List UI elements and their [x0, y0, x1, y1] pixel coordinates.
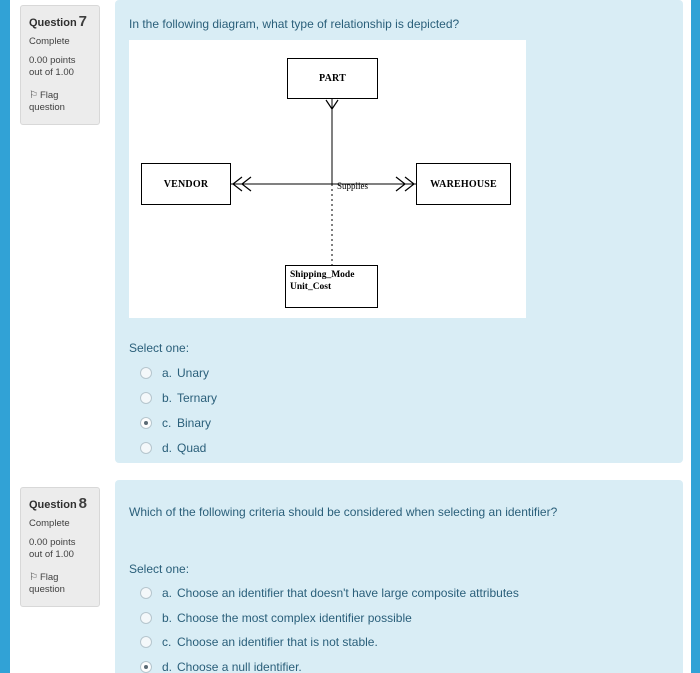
option-d[interactable] [129, 655, 667, 673]
flag-label: Flag question [29, 571, 65, 596]
question-7-prompt: In the following diagram, what type of relationship is depicted? [129, 17, 460, 31]
option-text: Binary [177, 415, 212, 430]
attribute-box [285, 265, 378, 308]
radio-option-c[interactable] [140, 636, 152, 648]
right-accent-bar [691, 0, 700, 673]
radio-option-c[interactable] [140, 417, 152, 429]
option-text: Choose the most complex identifier possible [177, 610, 412, 625]
option-b[interactable] [129, 606, 667, 631]
option-text: Choose an identifier that doesn't have large composite attributes [177, 586, 519, 601]
radio-option-d[interactable] [140, 661, 152, 673]
option-letter: d. [162, 659, 173, 673]
question-8-prompt: Which of the following criteria should be considered when selecting an identifier? [129, 505, 558, 519]
option-a[interactable] [129, 360, 667, 385]
question-7-title [29, 13, 91, 31]
flag-icon: ⚐ [29, 89, 38, 101]
option-c[interactable] [129, 410, 667, 435]
option-letter: a. [162, 365, 173, 380]
entity-vendor: VENDOR [141, 163, 231, 205]
question-8-status: Complete [29, 518, 70, 529]
radio-option-b[interactable] [140, 392, 152, 404]
question-7-status: Complete [29, 36, 70, 47]
er-diagram [129, 40, 526, 318]
option-letter: d. [162, 440, 173, 455]
flag-icon: ⚐ [29, 571, 38, 583]
question-number: 7 [78, 13, 88, 30]
select-one-label: Select one: [129, 562, 190, 576]
question-label: Question [29, 17, 77, 29]
question-8-options [129, 581, 667, 673]
radio-option-a[interactable] [140, 367, 152, 379]
radio-option-a[interactable] [140, 587, 152, 599]
relationship-label: Supplies [337, 181, 369, 191]
option-letter: c. [162, 415, 172, 430]
question-7-options [129, 360, 667, 460]
option-letter: c. [162, 635, 172, 650]
option-letter: b. [162, 390, 173, 405]
option-text: Ternary [177, 390, 218, 405]
radio-option-d[interactable] [140, 442, 152, 454]
question-label: Question [29, 499, 77, 511]
question-8-info [20, 487, 100, 607]
question-8-points: 0.00 points out of 1.00 [29, 537, 76, 561]
question-7-flag-link[interactable] [29, 89, 91, 115]
option-d[interactable] [129, 435, 667, 460]
select-one-label: Select one: [129, 341, 190, 355]
option-a[interactable] [129, 581, 667, 606]
question-7-panel [115, 0, 683, 463]
question-8-flag-link[interactable] [29, 571, 91, 597]
flag-label: Flag question [29, 89, 65, 114]
question-8-title [29, 495, 91, 513]
option-text: Choose a null identifier. [177, 659, 302, 673]
radio-option-b[interactable] [140, 612, 152, 624]
left-accent-bar [0, 0, 10, 673]
option-text: Choose an identifier that is not stable. [177, 635, 378, 650]
option-c[interactable] [129, 630, 667, 655]
entity-warehouse: WAREHOUSE [416, 163, 511, 205]
option-letter: b. [162, 610, 173, 625]
question-7-info [20, 5, 100, 125]
option-text: Unary [177, 365, 210, 380]
attribute-line-2: Unit_Cost [290, 282, 332, 293]
question-8-panel [115, 480, 683, 673]
question-number: 8 [78, 495, 88, 512]
question-7-points: 0.00 points out of 1.00 [29, 55, 76, 79]
option-text: Quad [177, 440, 207, 455]
attribute-line-1: Shipping_Mode [290, 270, 355, 280]
option-b[interactable] [129, 385, 667, 410]
entity-part: PART [287, 58, 378, 99]
option-letter: a. [162, 586, 173, 601]
